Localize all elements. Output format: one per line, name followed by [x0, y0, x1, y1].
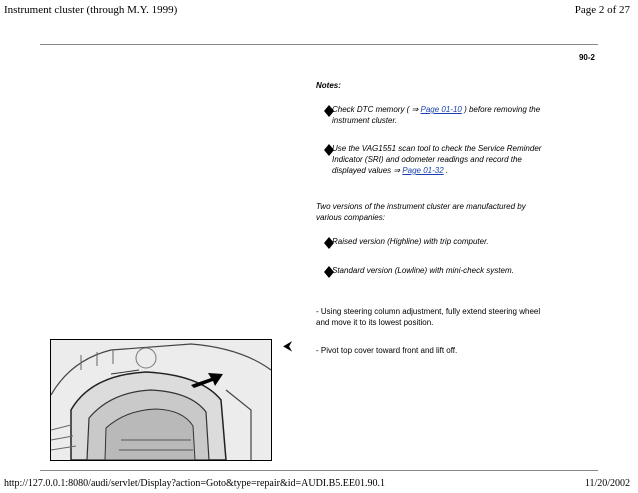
- notes-heading: Notes:: [316, 81, 341, 90]
- step-pivot-cover: - Pivot top cover toward front and lift off.: [316, 346, 458, 355]
- page-01-32-link[interactable]: Page 01-32: [402, 166, 444, 175]
- page-counter: Page 2 of 27: [574, 4, 630, 16]
- step-steering-column: - Using steering column adjustment, fully extend steering wheel and move it to its lowest position.: [316, 307, 541, 327]
- note-scan-tool: Use the VAG1551 scan tool to check the Service Reminder Indicator (SRI) and odometer readings and record the displayed values ⇒ Page 01-32 .: [332, 144, 542, 175]
- versions-intro: Two versions of the instrument cluster are manufactured by various companies:: [316, 202, 526, 222]
- section-page-number: 90-2: [578, 53, 595, 62]
- note-dtc-memory: Check DTC memory ( ⇒ Page 01-10 ) before removing the instrument cluster.: [332, 105, 541, 125]
- header-divider: [40, 44, 598, 45]
- document-title: Instrument cluster (through M.Y. 1999): [4, 4, 178, 16]
- instrument-cluster-illustration: [50, 339, 272, 461]
- version-lowline: Standard version (Lowline) with mini-check system.: [332, 266, 514, 275]
- footer-url: http://127.0.0.1:8080/audi/servlet/Display?action=Goto&type=repair&id=AUDI.B5.EE01.90.1: [4, 478, 386, 489]
- version-highline: Raised version (Highline) with trip computer.: [332, 237, 489, 246]
- step-pointer-icon: ⮜: [283, 338, 293, 353]
- cluster-cover-drawing: [51, 340, 271, 460]
- page-01-10-link[interactable]: Page 01-10: [420, 105, 462, 114]
- footer-date: 11/20/2002: [584, 478, 630, 489]
- footer-divider: [40, 470, 598, 471]
